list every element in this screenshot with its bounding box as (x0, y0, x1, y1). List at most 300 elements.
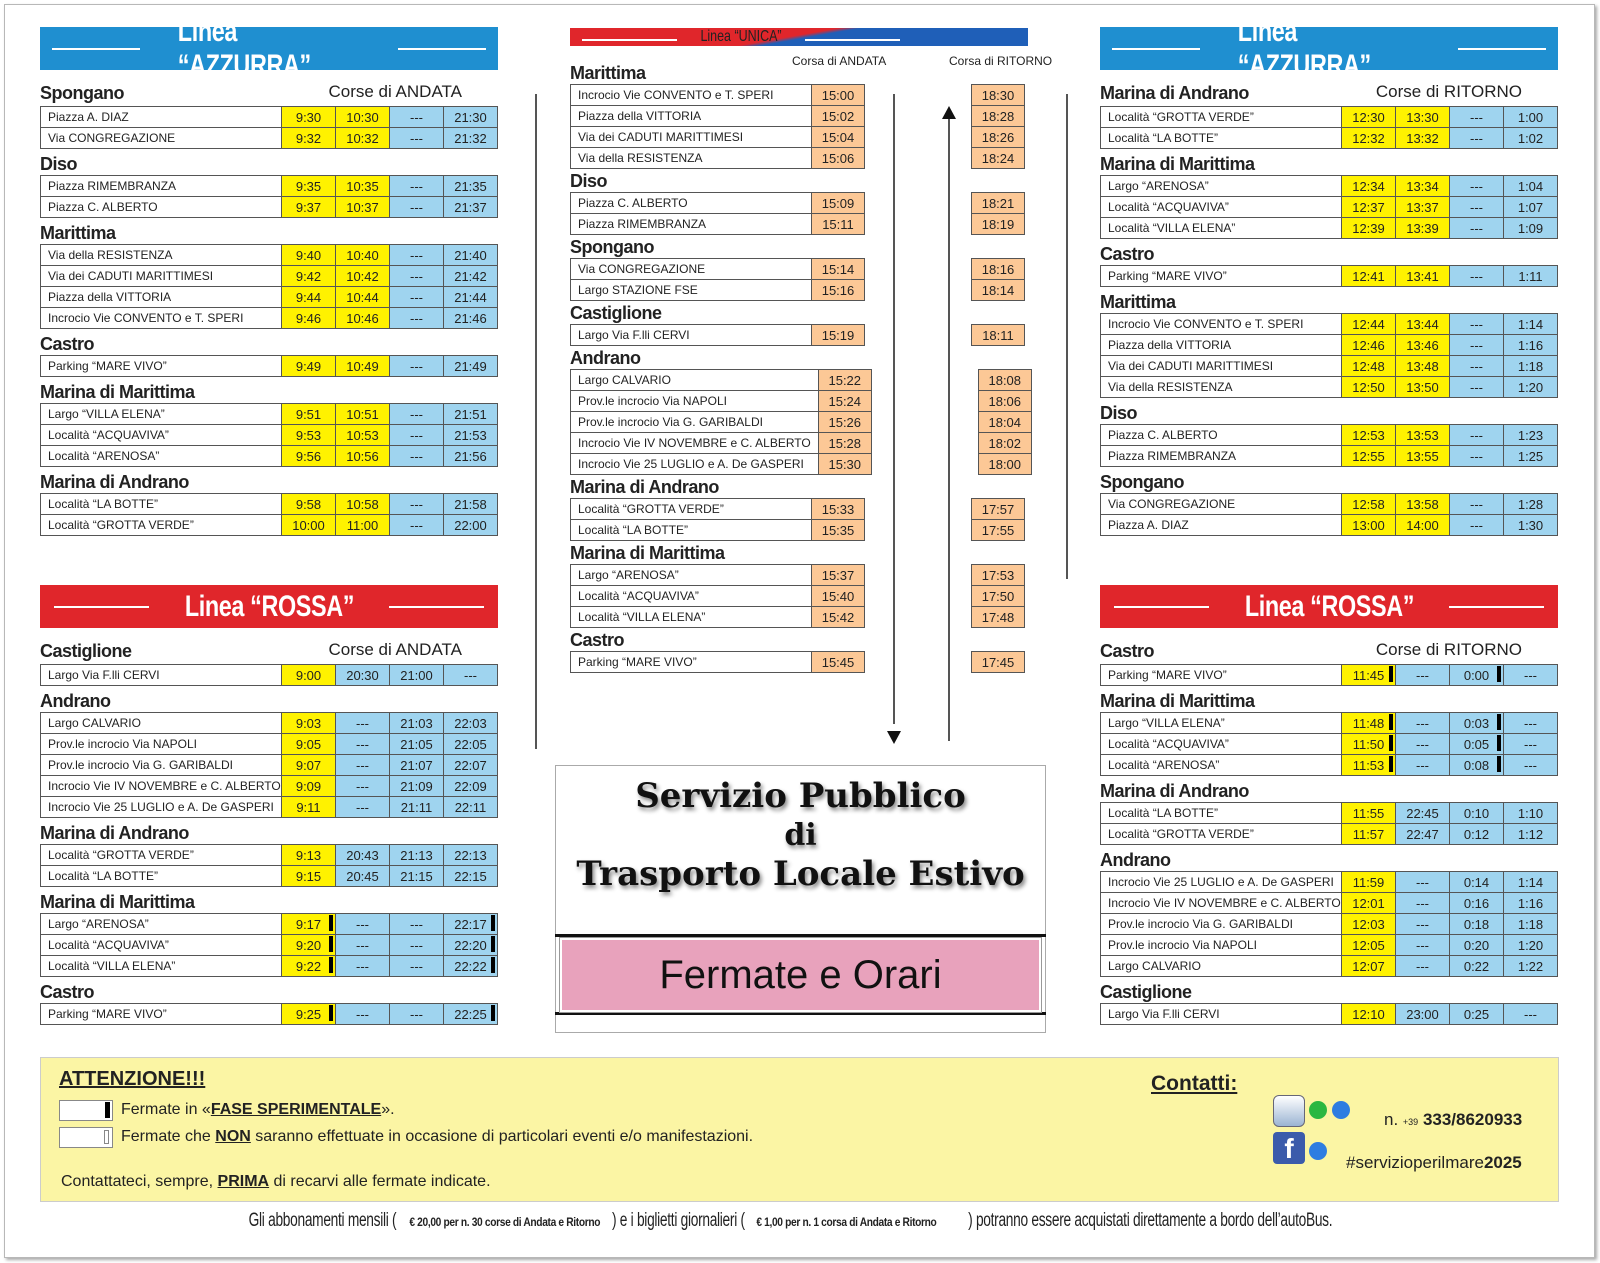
time-cell: 12:34 (1342, 176, 1396, 197)
town-name: Marina di Marittima (40, 892, 195, 912)
stop-name: Località “LA BOTTE” (41, 494, 282, 515)
time-cell: --- (1450, 425, 1504, 446)
time-cell: --- (390, 914, 444, 935)
andata-time: 15:00 (812, 85, 865, 106)
divider-left (535, 94, 537, 749)
stop-name: Via della RESISTENZA (571, 148, 812, 169)
stop-name: Parking “MARE VIVO” (571, 652, 812, 673)
azzurra-andata-tables (40, 80, 498, 536)
time-cell: 9:40 (282, 245, 336, 266)
unica-header (570, 46, 1058, 74)
spacer (865, 280, 972, 301)
stop-name: Largo CALVARIO (41, 713, 282, 734)
phone-prefix: n. (1384, 1110, 1399, 1129)
time-cell: 12:37 (1342, 197, 1396, 218)
stops-table (40, 403, 498, 467)
stops-table (40, 844, 498, 887)
stop-name: Parking “MARE VIVO” (41, 356, 282, 377)
spacer (865, 520, 972, 541)
stop-name: Largo Via F.lli CERVI (571, 325, 812, 346)
table-row (1101, 893, 1558, 914)
time-cell: --- (390, 494, 444, 515)
stop-name: Prov.le incrocio Via G. GARIBALDI (1101, 914, 1342, 935)
time-cell: 9:35 (282, 176, 336, 197)
stop-name: Incrocio Vie CONVENTO e T. SPERI (41, 308, 282, 329)
table-row (1101, 755, 1558, 776)
stops-table (40, 1003, 498, 1025)
time-cell: 9:07 (282, 755, 336, 776)
unica-andata-label: Corsa di ANDATA (792, 54, 887, 68)
time-cell: 9:17 (282, 914, 336, 935)
stops-table (1100, 175, 1558, 239)
time-cell: 21:13 (390, 845, 444, 866)
stop-name: Prov.le incrocio Via NAPOLI (571, 391, 819, 412)
table-row (1101, 1004, 1558, 1025)
table-row (1101, 734, 1558, 755)
town-name: Marina di Marittima (1100, 691, 1255, 711)
table-row (1101, 665, 1558, 686)
table-row (1101, 956, 1558, 977)
table-row (41, 287, 498, 308)
time-cell: 10:44 (336, 287, 390, 308)
spacer (865, 325, 972, 346)
stop-name: Piazza della VITTORIA (1101, 335, 1342, 356)
time-cell: --- (1450, 446, 1504, 467)
time-cell: 21:30 (444, 107, 498, 128)
table-row (1101, 176, 1558, 197)
town-name: Marina di Marittima (1100, 154, 1255, 174)
time-cell: 21:40 (444, 245, 498, 266)
stops-table (40, 664, 498, 686)
time-cell: 21:53 (444, 425, 498, 446)
table-row (1101, 824, 1558, 845)
legend-not-served (121, 1128, 753, 1146)
town-name: Diso (1100, 403, 1138, 423)
andata-time: 15:14 (812, 259, 865, 280)
time-cell: 0:00 (1450, 665, 1504, 686)
banner-title: Linea “UNICA” (700, 28, 782, 45)
time-cell: 13:48 (1396, 356, 1450, 377)
time-cell: 1:28 (1504, 494, 1558, 515)
time-cell: 12:48 (1342, 356, 1396, 377)
time-cell: 13:41 (1396, 266, 1450, 287)
time-cell: 10:56 (336, 446, 390, 467)
andata-time: 15:40 (812, 586, 865, 607)
time-cell: 21:00 (390, 665, 444, 686)
table-row (571, 499, 1025, 520)
town-name: Marina di Andrano (40, 823, 189, 843)
ritorno-time: 17:45 (972, 652, 1025, 673)
time-cell: 0:10 (1450, 803, 1504, 824)
phone-number (1384, 1110, 1522, 1130)
time-cell: 21:09 (390, 776, 444, 797)
time-cell: 22:09 (444, 776, 498, 797)
time-cell: --- (1450, 128, 1504, 149)
whatsapp-icon (1309, 1101, 1327, 1119)
time-cell: 9:11 (282, 797, 336, 818)
stop-name: Località “ACQUAVIVA” (1101, 197, 1342, 218)
table-row (571, 433, 1032, 454)
stop-name: Località “LA BOTTE” (571, 520, 812, 541)
stops-table (1100, 424, 1558, 467)
time-cell: 21:37 (444, 197, 498, 218)
spacer (865, 652, 972, 673)
stop-name: Località “VILLA ELENA” (41, 956, 282, 977)
andata-time: 15:26 (818, 412, 871, 433)
time-cell: 1:16 (1504, 893, 1558, 914)
andata-time: 15:04 (812, 127, 865, 148)
stop-name: Via dei CADUTI MARITTIMESI (41, 266, 282, 287)
time-cell: 13:00 (1342, 515, 1396, 536)
table-row (41, 425, 498, 446)
footer-text (235, 1210, 1364, 1232)
ritorno-time: 18:06 (978, 391, 1031, 412)
time-cell: --- (336, 713, 390, 734)
table-row (41, 713, 498, 734)
banner-title: Linea “ROSSA” (184, 589, 354, 623)
direction-label: Corse di RITORNO (1375, 82, 1522, 101)
time-cell: 9:03 (282, 713, 336, 734)
rossa-andata-banner (40, 585, 498, 628)
table-row (571, 454, 1032, 475)
unica-section (570, 28, 1058, 673)
time-cell: --- (390, 245, 444, 266)
stop-name: Località “GROTTA VERDE” (571, 499, 812, 520)
table-row (571, 214, 1025, 235)
table-row (1101, 446, 1558, 467)
time-cell: 1:02 (1504, 128, 1558, 149)
note3-post: di recarvi alle fermate indicate. (269, 1173, 491, 1190)
time-cell: 9:32 (282, 128, 336, 149)
time-cell: 1:14 (1504, 872, 1558, 893)
table-row (1101, 197, 1558, 218)
time-cell: 9:13 (282, 845, 336, 866)
ritorno-time: 18:04 (978, 412, 1031, 433)
ritorno-arrow-line (948, 114, 950, 741)
town-name: Spongano (570, 237, 654, 257)
time-cell: 1:09 (1504, 218, 1558, 239)
banner-title: Linea “ROSSA” (1244, 589, 1414, 623)
messenger-icon (1309, 1142, 1327, 1160)
table-row (1101, 218, 1558, 239)
table-row (41, 176, 498, 197)
rossa-ritorno-tables (1100, 638, 1558, 1025)
time-cell: 10:49 (336, 356, 390, 377)
stops-table (40, 493, 498, 536)
table-row (41, 245, 498, 266)
ritorno-time: 17:50 (972, 586, 1025, 607)
time-cell: 9:15 (282, 866, 336, 887)
table-row (1101, 377, 1558, 398)
footer-c: ) e i biglietti giornalieri ( (611, 1210, 745, 1231)
facebook-icon: f (1273, 1132, 1305, 1164)
time-cell: --- (1504, 734, 1558, 755)
divider-right (1066, 94, 1068, 579)
direction-label: Corse di ANDATA (328, 640, 462, 659)
andata-time: 15:06 (812, 148, 865, 169)
ritorno-time: 18:02 (978, 433, 1031, 454)
spacer (865, 85, 972, 106)
time-cell: 11:55 (1342, 803, 1396, 824)
andata-time: 15:30 (818, 454, 871, 475)
servizio-line1: Servizio Pubblico (635, 776, 966, 816)
town-name: Castiglione (1100, 982, 1192, 1002)
stops-table (40, 712, 498, 818)
stop-name: Largo “VILLA ELENA” (1101, 713, 1342, 734)
table-row (571, 280, 1025, 301)
stop-name: Incrocio Vie 25 LUGLIO e A. De GASPERI (571, 454, 819, 475)
time-cell: --- (390, 266, 444, 287)
stop-name: Piazza A. DIAZ (1101, 515, 1342, 536)
stop-name: Largo Via F.lli CERVI (1101, 1004, 1342, 1025)
stop-name: Parking “MARE VIVO” (1101, 665, 1342, 686)
stop-name: Incrocio Vie CONVENTO e T. SPERI (1101, 314, 1342, 335)
table-row (1101, 356, 1558, 377)
stop-name: Piazza RIMEMBRANZA (1101, 446, 1342, 467)
table-row (571, 412, 1032, 433)
time-cell: --- (1396, 665, 1450, 686)
stops-table (40, 106, 498, 149)
time-cell: 11:45 (1342, 665, 1396, 686)
time-cell: 13:30 (1396, 107, 1450, 128)
legend-experimental-swatch (59, 1100, 113, 1121)
time-cell: 22:05 (444, 734, 498, 755)
table-row (571, 652, 1025, 673)
group-header (40, 638, 498, 664)
town-name: Marina di Marittima (40, 382, 195, 402)
time-cell: 13:46 (1396, 335, 1450, 356)
spacer (865, 193, 972, 214)
time-cell: 21:07 (390, 755, 444, 776)
stop-name: Località “LA BOTTE” (41, 866, 282, 887)
time-cell: --- (1450, 266, 1504, 287)
time-cell: 1:30 (1504, 515, 1558, 536)
time-cell: --- (390, 176, 444, 197)
time-cell: 1:00 (1504, 107, 1558, 128)
attention-box (40, 1057, 1559, 1202)
stop-name: Piazza della VITTORIA (571, 106, 812, 127)
stop-name: Incrocio Vie 25 LUGLIO e A. De GASPERI (41, 797, 282, 818)
table-row (571, 148, 1025, 169)
time-cell: 1:11 (1504, 266, 1558, 287)
time-cell: 1:07 (1504, 197, 1558, 218)
andata-arrow-line (893, 94, 895, 724)
note1-post: ». (381, 1101, 395, 1118)
time-cell: 22:20 (444, 935, 498, 956)
direction-label: Corse di RITORNO (1375, 640, 1522, 659)
time-cell: --- (1504, 1004, 1558, 1025)
town-name: Castiglione (570, 303, 662, 323)
time-cell: --- (336, 1004, 390, 1025)
town-name: Castro (40, 334, 95, 354)
unica-banner (570, 28, 1028, 46)
table-row (571, 565, 1025, 586)
time-cell: 12:39 (1342, 218, 1396, 239)
table-row (41, 266, 498, 287)
time-cell: 13:58 (1396, 494, 1450, 515)
time-cell: 12:32 (1342, 128, 1396, 149)
stop-name: Piazza della VITTORIA (41, 287, 282, 308)
time-cell: 21:56 (444, 446, 498, 467)
time-cell: 22:45 (1396, 803, 1450, 824)
time-cell: --- (336, 914, 390, 935)
stops-table (1100, 493, 1558, 536)
time-cell: 21:15 (390, 866, 444, 887)
time-cell: --- (390, 935, 444, 956)
time-cell: 1:23 (1504, 425, 1558, 446)
table-row (1101, 935, 1558, 956)
time-cell: 0:14 (1450, 872, 1504, 893)
stops-table (40, 244, 498, 329)
time-cell: 11:00 (336, 515, 390, 536)
time-cell: 0:12 (1450, 824, 1504, 845)
table-row (1101, 872, 1558, 893)
time-cell: --- (1450, 377, 1504, 398)
time-cell: 13:34 (1396, 176, 1450, 197)
stops-table (1100, 1003, 1558, 1025)
stop-name: Località “GROTTA VERDE” (1101, 107, 1342, 128)
town-name: Marittima (40, 223, 116, 243)
table-row (41, 494, 498, 515)
table-row (571, 370, 1032, 391)
stop-name: Largo Via F.lli CERVI (41, 665, 282, 686)
ritorno-time: 18:19 (972, 214, 1025, 235)
ritorno-time: 17:48 (972, 607, 1025, 628)
stops-table (1100, 106, 1558, 149)
time-cell: 12:58 (1342, 494, 1396, 515)
table-row (571, 520, 1025, 541)
stop-name: Località “ACQUAVIVA” (41, 425, 282, 446)
stops-table (570, 564, 1025, 628)
time-cell: 22:03 (444, 713, 498, 734)
time-cell: --- (1396, 755, 1450, 776)
time-cell: --- (1396, 935, 1450, 956)
ritorno-time: 18:21 (972, 193, 1025, 214)
town-name: Castiglione (40, 641, 132, 661)
stops-table (570, 324, 1025, 346)
spacer (871, 412, 978, 433)
ritorno-time: 18:11 (972, 325, 1025, 346)
table-row (571, 106, 1025, 127)
time-cell: --- (336, 797, 390, 818)
table-row (571, 259, 1025, 280)
time-cell: 1:16 (1504, 335, 1558, 356)
stop-name: Incrocio Vie 25 LUGLIO e A. De GASPERI (1101, 872, 1342, 893)
stop-name: Via della RESISTENZA (1101, 377, 1342, 398)
stops-table (1100, 712, 1558, 776)
note1-bold: FASE SPERIMENTALE (210, 1101, 382, 1118)
time-cell: 12:46 (1342, 335, 1396, 356)
unica-tables (570, 61, 1058, 673)
town-name: Marina di Andrano (1100, 781, 1249, 801)
time-cell: 21:51 (444, 404, 498, 425)
table-row (41, 107, 498, 128)
time-cell: 21:35 (444, 176, 498, 197)
time-cell: 12:53 (1342, 425, 1396, 446)
phone-cc: +39 (1402, 1117, 1419, 1127)
stop-name: Piazza A. DIAZ (41, 107, 282, 128)
table-row (571, 193, 1025, 214)
stop-name: Prov.le incrocio Via NAPOLI (1101, 935, 1342, 956)
time-cell: 9:42 (282, 266, 336, 287)
time-cell: 12:10 (1342, 1004, 1396, 1025)
stop-name: Piazza RIMEMBRANZA (41, 176, 282, 197)
time-cell: 0:05 (1450, 734, 1504, 755)
stop-name: Piazza C. ALBERTO (41, 197, 282, 218)
andata-time: 15:09 (812, 193, 865, 214)
time-cell: 10:53 (336, 425, 390, 446)
contact-notice (61, 1173, 491, 1191)
spacer (871, 433, 978, 454)
time-cell: 10:00 (282, 515, 336, 536)
time-cell: --- (1504, 665, 1558, 686)
contatti-title: Contatti: (1151, 1072, 1238, 1095)
time-cell: --- (1450, 515, 1504, 536)
town-name: Marina di Andrano (570, 477, 719, 497)
andata-time: 15:11 (812, 214, 865, 235)
andata-time: 15:33 (812, 499, 865, 520)
time-cell: --- (390, 107, 444, 128)
ritorno-time: 17:55 (972, 520, 1025, 541)
time-cell: 21:58 (444, 494, 498, 515)
stops-table (1100, 802, 1558, 845)
stop-name: Via CONGREGAZIONE (571, 259, 812, 280)
town-name: Andrano (1100, 850, 1171, 870)
messenger-icon (1332, 1101, 1350, 1119)
time-cell: 13:39 (1396, 218, 1450, 239)
time-cell: 12:07 (1342, 956, 1396, 977)
time-cell: 12:41 (1342, 266, 1396, 287)
town-name: Andrano (570, 348, 641, 368)
azzurra-ritorno-section (1100, 14, 1558, 540)
stop-name: Largo STAZIONE FSE (571, 280, 812, 301)
spacer (865, 127, 972, 148)
andata-time: 15:37 (812, 565, 865, 586)
spacer (865, 148, 972, 169)
town-name: Castro (570, 630, 625, 650)
table-row (571, 85, 1025, 106)
attention-title: ATTENZIONE!!! (59, 1068, 206, 1090)
table-row (41, 797, 498, 818)
ritorno-time: 18:30 (972, 85, 1025, 106)
stop-name: Località “LA BOTTE” (1101, 128, 1342, 149)
servizio-rule-bottom (555, 1012, 1046, 1015)
stop-name: Località “ARENOSA” (41, 446, 282, 467)
time-cell: 9:05 (282, 734, 336, 755)
time-cell: --- (390, 308, 444, 329)
stop-name: Via CONGREGAZIONE (41, 128, 282, 149)
time-cell: --- (390, 515, 444, 536)
time-cell: 21:32 (444, 128, 498, 149)
table-row (1101, 335, 1558, 356)
time-cell: 1:10 (1504, 803, 1558, 824)
table-row (41, 935, 498, 956)
table-row (571, 325, 1025, 346)
stops-table (1100, 313, 1558, 398)
time-cell: 13:53 (1396, 425, 1450, 446)
time-cell: 11:48 (1342, 713, 1396, 734)
table-row (41, 515, 498, 536)
time-cell: 10:58 (336, 494, 390, 515)
time-cell: --- (1450, 176, 1504, 197)
spacer (865, 259, 972, 280)
hashtag-year: 2025 (1483, 1153, 1522, 1172)
time-cell: 10:46 (336, 308, 390, 329)
note2-bold: NON (215, 1128, 251, 1145)
time-cell: 21:49 (444, 356, 498, 377)
table-row (1101, 128, 1558, 149)
stop-name: Località “GROTTA VERDE” (41, 845, 282, 866)
